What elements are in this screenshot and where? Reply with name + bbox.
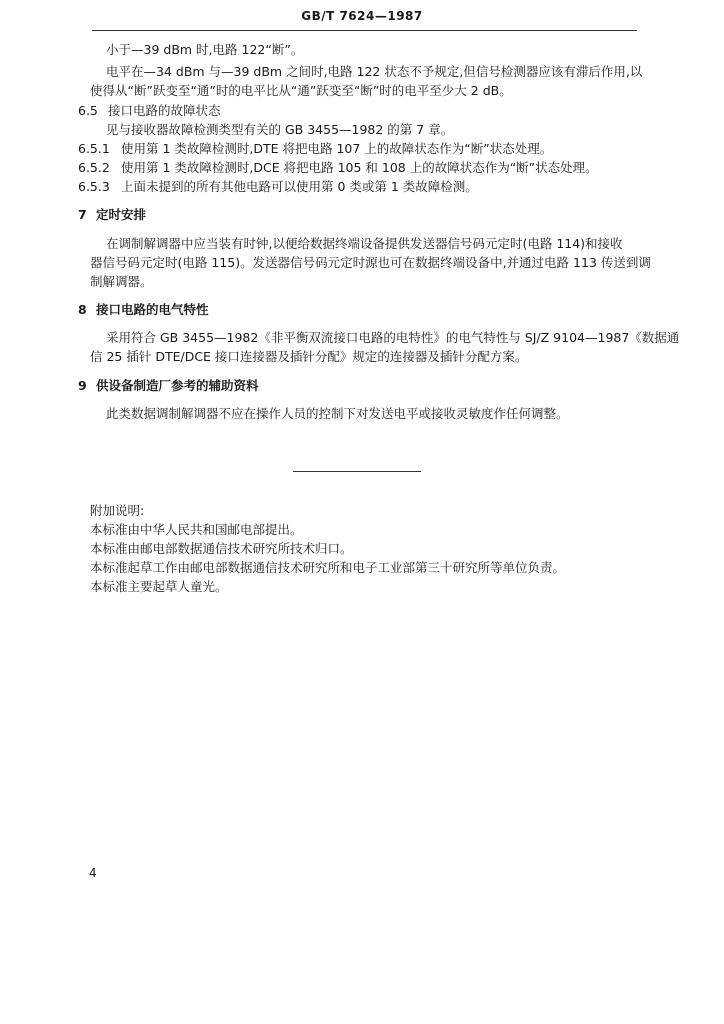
clause-text: 使用第 1 类故障检测时,DTE 将把电路 107 上的故障状态作为“断”状态处理。 [121,141,553,156]
section-title: 定时安排 [96,207,147,222]
separator-rule [293,471,421,472]
section-number: 8 [78,302,87,317]
page-number: 4 [89,866,97,880]
clause-number: 6.5.1 [78,141,110,156]
paragraph-line: 电平在—34 dBm 与—39 dBm 之间时,电路 122 状态不予规定,但信号检测器应该有滞后作用,以 [106,64,643,79]
section-heading-9 [78,378,259,393]
paragraph-line: 器信号码元定时(电路 115)。发送器信号码元定时源也可在数据终端设备中,并通过电路 113 传送到调 [90,255,651,270]
section-heading-8 [78,302,209,317]
section-title: 供设备制造厂参考的辅助资料 [96,378,259,393]
section-heading-6-5 [78,103,221,118]
paragraph-line: 见与接收器故障检测类型有关的 GB 3455—1982 的第 7 章。 [106,122,454,137]
section-title: 接口电路的电气特性 [96,302,209,317]
clause-number: 6.5.2 [78,160,110,175]
clause-text: 使用第 1 类故障检测时,DCE 将把电路 105 和 108 上的故障状态作为“断”状态处理。 [121,160,598,175]
clause-number: 6.5.3 [78,179,110,194]
clause-6-5-1 [78,141,552,156]
section-number: 9 [78,378,87,393]
notes-line: 本标准由中华人民共和国邮电部提出。 [90,522,303,537]
paragraph-line: 使得从“断”跃变至“通”时的电平比从“通”跃变至“断”时的电平至少大 2 dB。 [90,83,512,98]
clause-text: 上面未提到的所有其他电路可以使用第 0 类或第 1 类故障检测。 [121,179,478,194]
paragraph-line: 在调制解调器中应当装有时钟,以便给数据终端设备提供发送器信号码元定时(电路 114)和接收 [106,236,623,251]
paragraph-line: 此类数据调制解调器不应在操作人员的控制下对发送电平或接收灵敏度作任何调整。 [106,406,569,421]
page-header: GB/T 7624—1987 [301,9,423,23]
clause-6-5-3 [78,179,478,194]
notes-title: 附加说明: [90,503,145,518]
header-rule [92,30,637,31]
notes-line: 本标准主要起草人童光。 [90,579,228,594]
section-number: 7 [78,207,87,222]
section-heading-7 [78,207,146,222]
section-number: 6.5 [78,103,98,118]
section-title: 接口电路的故障状态 [108,103,221,118]
paragraph-line: 信 25 插针 DTE/DCE 接口连接器及插针分配》规定的连接器及插针分配方案。 [90,349,528,364]
notes-line: 本标准由邮电部数据通信技术研究所技术归口。 [90,541,353,556]
paragraph-line: 制解调器。 [90,274,153,289]
clause-6-5-2 [78,160,598,175]
notes-line: 本标准起草工作由邮电部数据通信技术研究所和电子工业部第三十研究所等单位负责。 [90,560,566,575]
paragraph-line: 小于—39 dBm 时,电路 122“断”。 [106,42,304,57]
paragraph-line: 采用符合 GB 3455—1982《非平衡双流接口电路的电特性》的电气特性与 SJ/Z 9104—1987《数据通 [106,330,680,345]
